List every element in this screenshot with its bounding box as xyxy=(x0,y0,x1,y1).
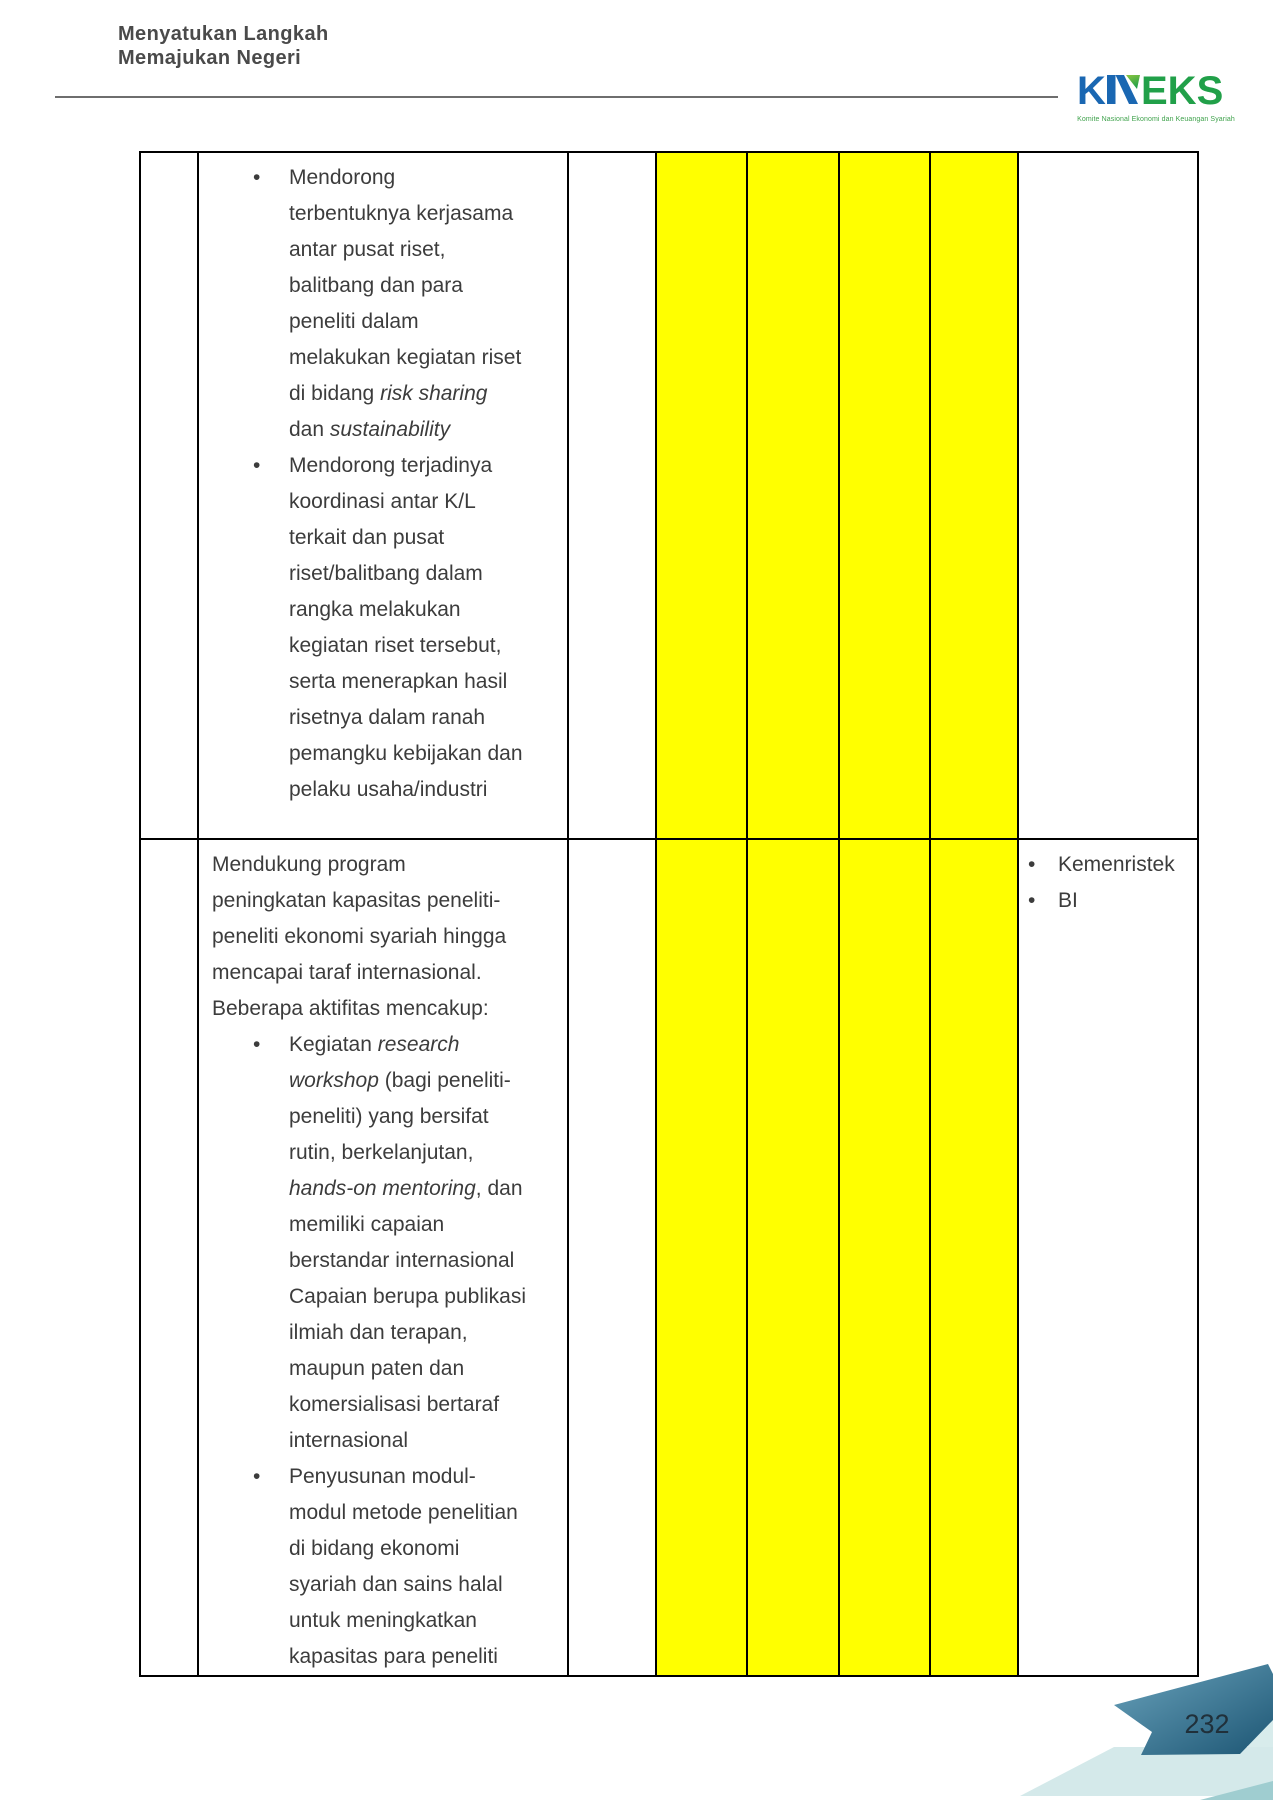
header-rule xyxy=(55,96,1058,98)
text-line: • Mendorong xyxy=(199,160,567,196)
text-line: pelaku usaha/industri xyxy=(289,778,488,801)
cell-highlight xyxy=(747,152,839,839)
cell-highlight xyxy=(930,839,1018,1676)
cell-empty-gap xyxy=(568,839,656,1676)
text-line: untuk meningkatkan xyxy=(289,1609,477,1632)
text-line: workshop (bagi peneliti- xyxy=(289,1069,511,1092)
cell-highlight xyxy=(839,152,930,839)
logo-tagline: Komite Nasional Ekonomi dan Keuangan Syariah xyxy=(1077,116,1235,123)
text-line: Mendukung program xyxy=(212,853,406,876)
text-line: maupun paten dan xyxy=(289,1357,465,1380)
text-line: • BI xyxy=(1019,883,1197,919)
bullet-marker: • xyxy=(253,454,261,477)
text-line: dan sustainability xyxy=(289,418,451,441)
cell-program-activities xyxy=(198,152,568,839)
motto-line-2: Memajukan Negeri xyxy=(118,47,302,69)
text-line: Beberapa aktifitas mencakup: xyxy=(212,997,489,1020)
text-line: memiliki capaian xyxy=(289,1213,445,1236)
text-line: mencapai taraf internasional. xyxy=(212,961,482,984)
table-row xyxy=(140,152,1198,839)
text-line: • Penyusunan modul- xyxy=(199,1459,567,1495)
text-line: berstandar internasional xyxy=(289,1249,515,1272)
text-line: serta menerapkan hasil xyxy=(289,670,508,693)
text-line: terkait dan pusat xyxy=(289,526,445,549)
text-line: • Mendorong terjadinya xyxy=(199,448,567,484)
cell-highlight xyxy=(656,152,747,839)
bullet-marker: • xyxy=(253,166,261,189)
footer-art-icon xyxy=(1000,1650,1273,1800)
text-line: kapasitas para peneliti xyxy=(289,1645,498,1668)
bullet-list xyxy=(199,1027,567,1675)
paragraph xyxy=(199,840,567,1027)
text-line: peneliti dalam xyxy=(289,310,419,333)
text-line: hands-on mentoring, dan xyxy=(289,1177,523,1200)
cell-empty-gap xyxy=(568,152,656,839)
text-line: di bidang risk sharing xyxy=(289,382,488,405)
logo-n-mark xyxy=(1107,75,1140,104)
agency-bullet-list xyxy=(1019,840,1197,919)
cell-highlight xyxy=(656,839,747,1676)
text-line: internasional xyxy=(289,1429,409,1452)
text-line: rutin, berkelanjutan, xyxy=(289,1141,474,1164)
page-number: 232 xyxy=(1184,1709,1230,1739)
bullet-list xyxy=(199,153,567,808)
text-line: komersialisasi bertaraf xyxy=(289,1393,500,1416)
page-footer xyxy=(1000,1650,1273,1800)
cell-empty-left xyxy=(140,839,198,1676)
cell-highlight xyxy=(930,152,1018,839)
text-line: risetnya dalam ranah xyxy=(289,706,486,729)
cell-program-activities xyxy=(198,839,568,1676)
text-line: syariah dan sains halal xyxy=(289,1573,503,1596)
text-line: peningkatan kapasitas peneliti- xyxy=(212,889,501,912)
kneks-logo xyxy=(1077,70,1235,124)
text-line: rangka melakukan xyxy=(289,598,461,621)
bullet-marker: • xyxy=(1028,889,1036,912)
kneks-logo-icon xyxy=(1077,70,1235,110)
cell-highlight xyxy=(747,839,839,1676)
text-line: koordinasi antar K/L xyxy=(289,490,476,513)
cell-highlight xyxy=(839,839,930,1676)
text-line: melakukan kegiatan riset xyxy=(289,346,522,369)
text-line: • Kemenristek xyxy=(1019,847,1197,883)
content-table xyxy=(139,151,1199,1677)
text-line: kegiatan riset tersebut, xyxy=(289,634,502,657)
bullet-marker: • xyxy=(253,1033,261,1056)
text-line: ilmiah dan terapan, xyxy=(289,1321,468,1344)
logo-letters-eks: EKS xyxy=(1141,70,1224,110)
cell-empty-left xyxy=(140,152,198,839)
text-line: pemangku kebijakan dan xyxy=(289,742,523,765)
text-line: di bidang ekonomi xyxy=(289,1537,460,1560)
text-line: Capaian berupa publikasi xyxy=(289,1285,526,1308)
table-row xyxy=(140,839,1198,1676)
logo-letter-k: K xyxy=(1077,70,1106,110)
cell-agencies xyxy=(1018,839,1198,1676)
cell-agencies xyxy=(1018,152,1198,839)
text-line: riset/balitbang dalam xyxy=(289,562,483,585)
text-line: peneliti ekonomi syariah hingga xyxy=(212,925,507,948)
motto-line-1: Menyatukan Langkah xyxy=(118,23,329,45)
header-motto xyxy=(118,22,329,70)
text-line: antar pusat riset, xyxy=(289,238,446,261)
text-line: balitbang dan para xyxy=(289,274,463,297)
bullet-marker: • xyxy=(1028,853,1036,876)
bullet-marker: • xyxy=(253,1465,261,1488)
text-line: terbentuknya kerjasama xyxy=(289,202,514,225)
text-line: peneliti) yang bersifat xyxy=(289,1105,489,1128)
text-line: modul metode penelitian xyxy=(289,1501,518,1524)
text-line: • Kegiatan research xyxy=(199,1027,567,1063)
